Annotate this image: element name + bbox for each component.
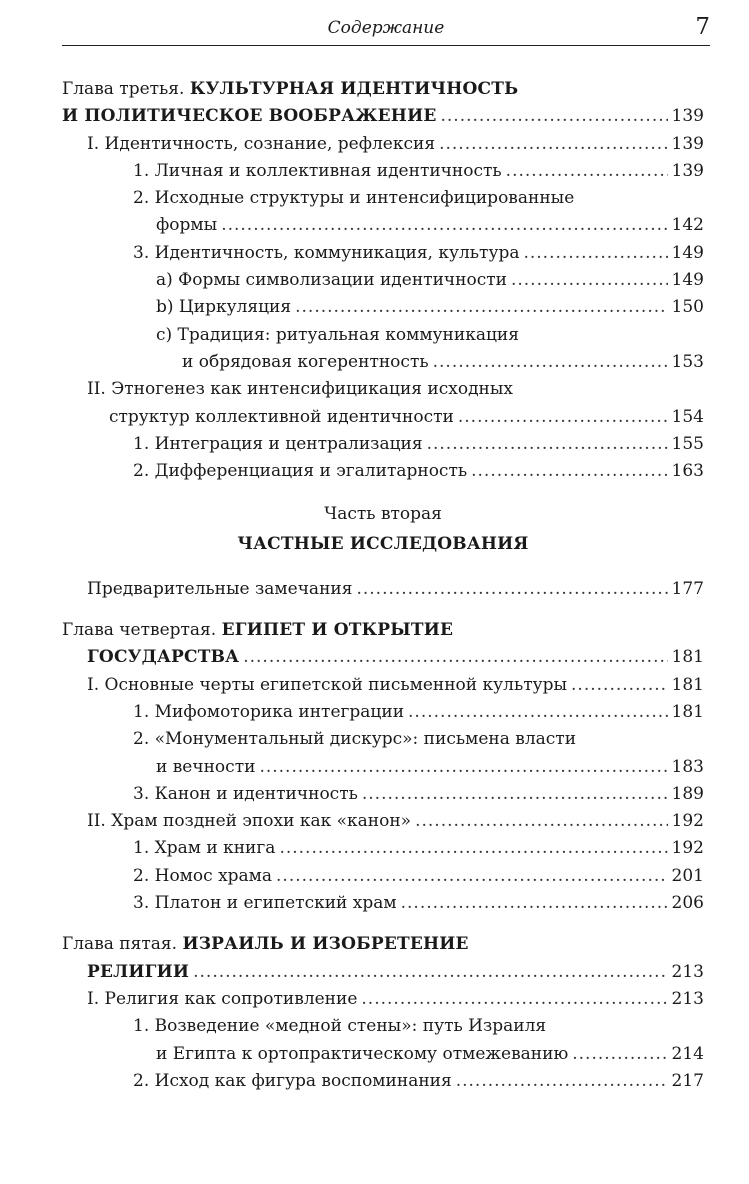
toc-entry bbox=[62, 781, 704, 808]
page-ref: 214 bbox=[671, 1043, 704, 1064]
toc-entry bbox=[62, 1068, 704, 1095]
chapter-title: ГОСУДАРСТВА bbox=[87, 647, 240, 668]
toc-entry bbox=[62, 576, 704, 603]
dot-leader bbox=[243, 644, 667, 671]
dot-leader bbox=[439, 131, 667, 158]
dot-leader bbox=[441, 103, 668, 130]
toc-entry-line bbox=[62, 322, 704, 349]
toc-entry bbox=[62, 240, 704, 267]
subsubsection-title: и обрядовая когерентность bbox=[182, 351, 429, 372]
subsection-title: 2. Исход как фигура воспоминания bbox=[133, 1070, 452, 1091]
dot-leader bbox=[415, 808, 667, 835]
dot-leader bbox=[221, 212, 667, 239]
page-ref: 139 bbox=[671, 160, 704, 181]
chapter-title: ЕГИПЕТ И ОТКРЫТИЕ bbox=[221, 620, 454, 641]
toc-entry bbox=[62, 808, 704, 835]
page-number: 7 bbox=[695, 14, 710, 40]
subsection-title: 1. Возведение «медной стены»: путь Израиля bbox=[133, 1016, 547, 1037]
dot-leader bbox=[401, 890, 668, 917]
subsection-title: 1. Личная и коллективная идентичность bbox=[133, 160, 502, 181]
page-ref: 201 bbox=[671, 865, 704, 886]
dot-leader bbox=[471, 458, 667, 485]
toc-entry-line bbox=[62, 726, 704, 753]
subsection-title: 2. Номос храма bbox=[133, 865, 273, 886]
toc-entry bbox=[62, 1041, 704, 1068]
toc-entry-line bbox=[62, 185, 704, 212]
dot-leader bbox=[572, 1041, 667, 1068]
page-header bbox=[62, 12, 710, 46]
subsubsection-title: b) Циркуляция bbox=[156, 297, 292, 318]
toc-entry bbox=[62, 699, 704, 726]
dot-leader bbox=[193, 959, 667, 986]
page-ref: 213 bbox=[671, 961, 704, 982]
toc-entry bbox=[62, 294, 704, 321]
dot-leader bbox=[408, 699, 668, 726]
toc-entry bbox=[62, 131, 704, 158]
chapter-prefix: Глава пятая. bbox=[62, 934, 178, 955]
page-ref: 192 bbox=[671, 811, 704, 832]
page-ref: 149 bbox=[671, 242, 704, 263]
section-title: Предварительные замечания bbox=[87, 578, 353, 599]
chapter-prefix: Глава четвертая. bbox=[62, 620, 217, 641]
subsection-title: 2. Исходные структуры и интенсифицированные bbox=[133, 188, 575, 209]
toc-entry bbox=[62, 431, 704, 458]
dot-leader bbox=[259, 754, 667, 781]
page-ref: 183 bbox=[671, 756, 704, 777]
subsection-title: 3. Канон и идентичность bbox=[133, 783, 358, 804]
section-title: I. Идентичность, сознание, рефлексия bbox=[87, 133, 436, 154]
subsection-title: формы bbox=[156, 215, 218, 236]
page-ref: 181 bbox=[671, 674, 704, 695]
chapter-title: ИЗРАИЛЬ И ИЗОБРЕТЕНИЕ bbox=[182, 934, 469, 955]
chapter-title: РЕЛИГИИ bbox=[87, 961, 190, 982]
subsubsection-title: a) Формы символизации идентичности bbox=[156, 270, 507, 291]
toc-entry bbox=[62, 458, 704, 485]
chapter-title: И ПОЛИТИЧЕСКОЕ ВООБРАЖЕНИЕ bbox=[62, 106, 437, 127]
subsection-title: и вечности bbox=[156, 756, 256, 777]
page-ref: 139 bbox=[671, 106, 704, 127]
page-ref: 153 bbox=[671, 351, 704, 372]
dot-leader bbox=[361, 986, 667, 1013]
toc-entry bbox=[62, 890, 704, 917]
page-ref: 149 bbox=[671, 270, 704, 291]
part-label: Часть вторая bbox=[324, 504, 442, 525]
part-title: ЧАСТНЫЕ ИССЛЕДОВАНИЯ bbox=[237, 533, 529, 554]
dot-leader bbox=[427, 431, 668, 458]
page-ref: 206 bbox=[671, 893, 704, 914]
toc-entry bbox=[62, 754, 704, 781]
dot-leader bbox=[295, 294, 667, 321]
section-title: I. Религия как сопротивление bbox=[87, 988, 358, 1009]
section-title: II. Этногенез как интенсифицикация исходных bbox=[87, 379, 513, 400]
toc-entry bbox=[62, 212, 704, 239]
toc-entry bbox=[62, 863, 704, 890]
dot-leader bbox=[511, 267, 668, 294]
subsubsection-title: c) Традиция: ритуальная коммуникация bbox=[156, 324, 519, 345]
toc-entry bbox=[62, 404, 704, 431]
toc-entry bbox=[62, 158, 704, 185]
page-ref: 192 bbox=[671, 838, 704, 859]
dot-leader bbox=[523, 240, 667, 267]
section-title: структур коллективной идентичности bbox=[109, 406, 454, 427]
page-ref: 155 bbox=[671, 433, 704, 454]
toc-entry bbox=[62, 835, 704, 862]
subsection-title: 1. Храм и книга bbox=[133, 838, 276, 859]
toc-entry-line bbox=[62, 1013, 704, 1040]
page-ref: 177 bbox=[671, 578, 704, 599]
subsection-title: 2. «Монументальный дискурс»: письмена власти bbox=[133, 729, 577, 750]
chapter-3-heading bbox=[62, 76, 704, 103]
page-ref: 181 bbox=[671, 647, 704, 668]
dot-leader bbox=[362, 781, 668, 808]
toc-entry bbox=[62, 959, 704, 986]
page-ref: 163 bbox=[671, 461, 704, 482]
page-ref: 213 bbox=[671, 988, 704, 1009]
dot-leader bbox=[279, 835, 667, 862]
dot-leader bbox=[356, 576, 667, 603]
subsection-title: 3. Идентичность, коммуникация, культура bbox=[133, 242, 520, 263]
subsection-title: 1. Интеграция и централизация bbox=[133, 433, 423, 454]
running-title: Содержание bbox=[327, 18, 445, 38]
page-ref: 142 bbox=[671, 215, 704, 236]
header-rule bbox=[62, 45, 710, 46]
dot-leader bbox=[276, 863, 668, 890]
toc-entry bbox=[62, 986, 704, 1013]
subsection-title: 2. Дифференциация и эгалитарность bbox=[133, 461, 468, 482]
page-ref: 217 bbox=[671, 1070, 704, 1091]
dot-leader bbox=[458, 404, 668, 431]
section-title: II. Храм поздней эпохи как «канон» bbox=[87, 811, 412, 832]
toc-entry bbox=[62, 672, 704, 699]
dot-leader bbox=[433, 349, 668, 376]
dot-leader bbox=[506, 158, 668, 185]
chapter-prefix: Глава третья. bbox=[62, 79, 185, 99]
toc-entry-line bbox=[62, 376, 704, 403]
toc-entry bbox=[62, 644, 704, 671]
toc-entry bbox=[62, 267, 704, 294]
subsection-title: и Египта к ортопрактическому отмежеванию bbox=[156, 1043, 569, 1064]
toc-entry bbox=[62, 349, 704, 376]
section-title: I. Основные черты египетской письменной культуры bbox=[87, 674, 568, 695]
page-ref: 189 bbox=[671, 783, 704, 804]
page-ref: 139 bbox=[671, 133, 704, 154]
page-ref: 154 bbox=[671, 406, 704, 427]
page-ref: 150 bbox=[671, 297, 704, 318]
toc-entry bbox=[62, 103, 704, 130]
chapter-title: КУЛЬТУРНАЯ ИДЕНТИЧНОСТЬ bbox=[189, 79, 519, 99]
chapter-4-heading bbox=[62, 617, 704, 644]
page-ref: 181 bbox=[671, 701, 704, 722]
dot-leader bbox=[456, 1068, 668, 1095]
chapter-5-heading bbox=[62, 931, 704, 958]
dot-leader bbox=[571, 672, 668, 699]
subsection-title: 3. Платон и египетский храм bbox=[133, 893, 397, 914]
subsection-title: 1. Мифомоторика интеграции bbox=[133, 701, 405, 722]
table-of-contents bbox=[62, 76, 704, 1095]
